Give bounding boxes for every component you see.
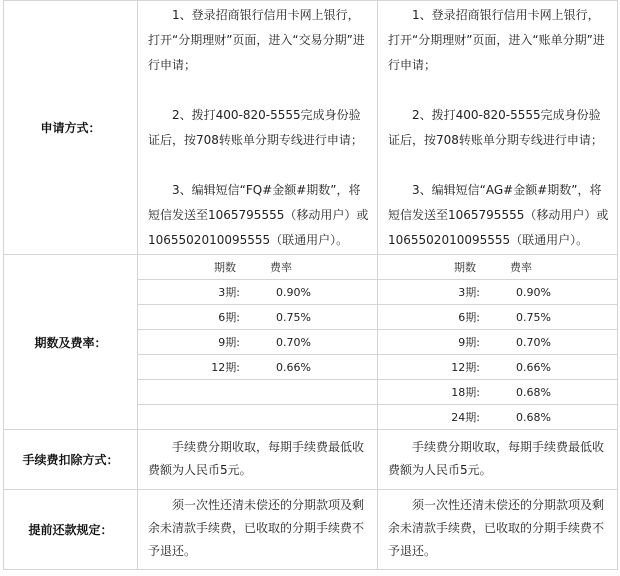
installment-comparison-table — [3, 0, 618, 570]
fee-deduction-text: 手续费分期收取，每期手续费最低收费额为人民币5元。 — [148, 440, 365, 477]
rate-table-left — [138, 255, 377, 429]
period-cell: 6期: — [378, 305, 486, 330]
prepayment-row — [4, 490, 618, 570]
rate-cell: 0.66% — [246, 355, 377, 380]
period-cell: 9期: — [138, 330, 246, 355]
prepayment-text: 须一次性还清未偿还的分期款项及剩余未清款手续费，已收取的分期手续费不予退还。 — [388, 498, 605, 558]
fee-deduction-text: 手续费分期收取，每期手续费最低收费额为人民币5元。 — [388, 440, 605, 477]
period-cell — [138, 405, 246, 430]
rate-cell: 0.70% — [486, 330, 617, 355]
rate-cell: 0.75% — [486, 305, 617, 330]
period-cell: 9期: — [378, 330, 486, 355]
period-cell — [138, 380, 246, 405]
prepayment-bill-installment — [378, 490, 618, 570]
apply-step-1: 1、登录招商银行信用卡网上银行，打开“分期理财”页面，进入“账单分期”进行申请； — [388, 8, 605, 72]
fee-deduction-label: 手续费扣除方式： — [4, 430, 138, 490]
rate-cell: 0.68% — [516, 410, 551, 424]
rate-cell: 0.66% — [486, 355, 617, 380]
apply-step-2: 2、拨打400-820-5555完成身份验证后，按708转账单分期专线进行申请； — [148, 108, 363, 147]
period-cell: 18期: — [378, 380, 486, 405]
period-cell: 12期: — [378, 355, 486, 380]
rate-cell: 0.70% — [246, 330, 377, 355]
periods-rates-label: 期数及费率： — [4, 255, 138, 430]
rate-header: 费率 — [486, 255, 617, 280]
rate-cell: 0.90% — [486, 280, 617, 305]
period-header: 期数 — [138, 255, 246, 280]
prepayment-trade-installment — [138, 490, 378, 570]
apply-step-2: 2、拨打400-820-5555完成身份验证后，按708转账单分期专线进行申请； — [388, 108, 603, 147]
rates-trade-installment — [138, 255, 378, 430]
period-cell: 3期: — [138, 280, 246, 305]
period-cell: 12期: — [138, 355, 246, 380]
period-cell: 6期: — [138, 305, 246, 330]
apply-method-label: 申请方式： — [4, 1, 138, 255]
period-header: 期数 — [378, 255, 486, 280]
rate-cell — [246, 405, 377, 430]
period-cell: 24期: — [451, 411, 480, 424]
apply-step-3: 3、编辑短信“FQ#金额#期数”，将短信发送至1065795555（移动用户）或1065502010095555（联通用户）。 — [148, 183, 369, 247]
apply-method-row — [4, 1, 618, 255]
apply-step-1: 1、登录招商银行信用卡网上银行，打开“分期理财”页面，进入“交易分期”进行申请； — [148, 8, 365, 72]
period-cell: 3期: — [378, 280, 486, 305]
prepayment-label: 提前还款规定： — [4, 490, 138, 570]
rate-table-right — [378, 255, 617, 429]
rate-cell: 0.90% — [246, 280, 377, 305]
rate-cell — [246, 380, 377, 405]
fee-deduction-row — [4, 430, 618, 490]
rate-header: 费率 — [246, 255, 377, 280]
rate-cell: 0.75% — [246, 305, 377, 330]
periods-rates-row — [4, 255, 618, 430]
apply-step-3: 3、编辑短信“AG#金额#期数”，将短信发送至1065795555（移动用户）或1065502010095555（联通用户）。 — [388, 183, 609, 247]
apply-method-bill-installment — [378, 1, 618, 255]
rates-bill-installment — [378, 255, 618, 430]
fee-deduction-bill-installment — [378, 430, 618, 490]
prepayment-text: 须一次性还清未偿还的分期款项及剩余未清款手续费，已收取的分期手续费不予退还。 — [148, 498, 365, 558]
fee-deduction-trade-installment — [138, 430, 378, 490]
apply-method-trade-installment — [138, 1, 378, 255]
rate-cell: 0.68% — [486, 380, 617, 405]
